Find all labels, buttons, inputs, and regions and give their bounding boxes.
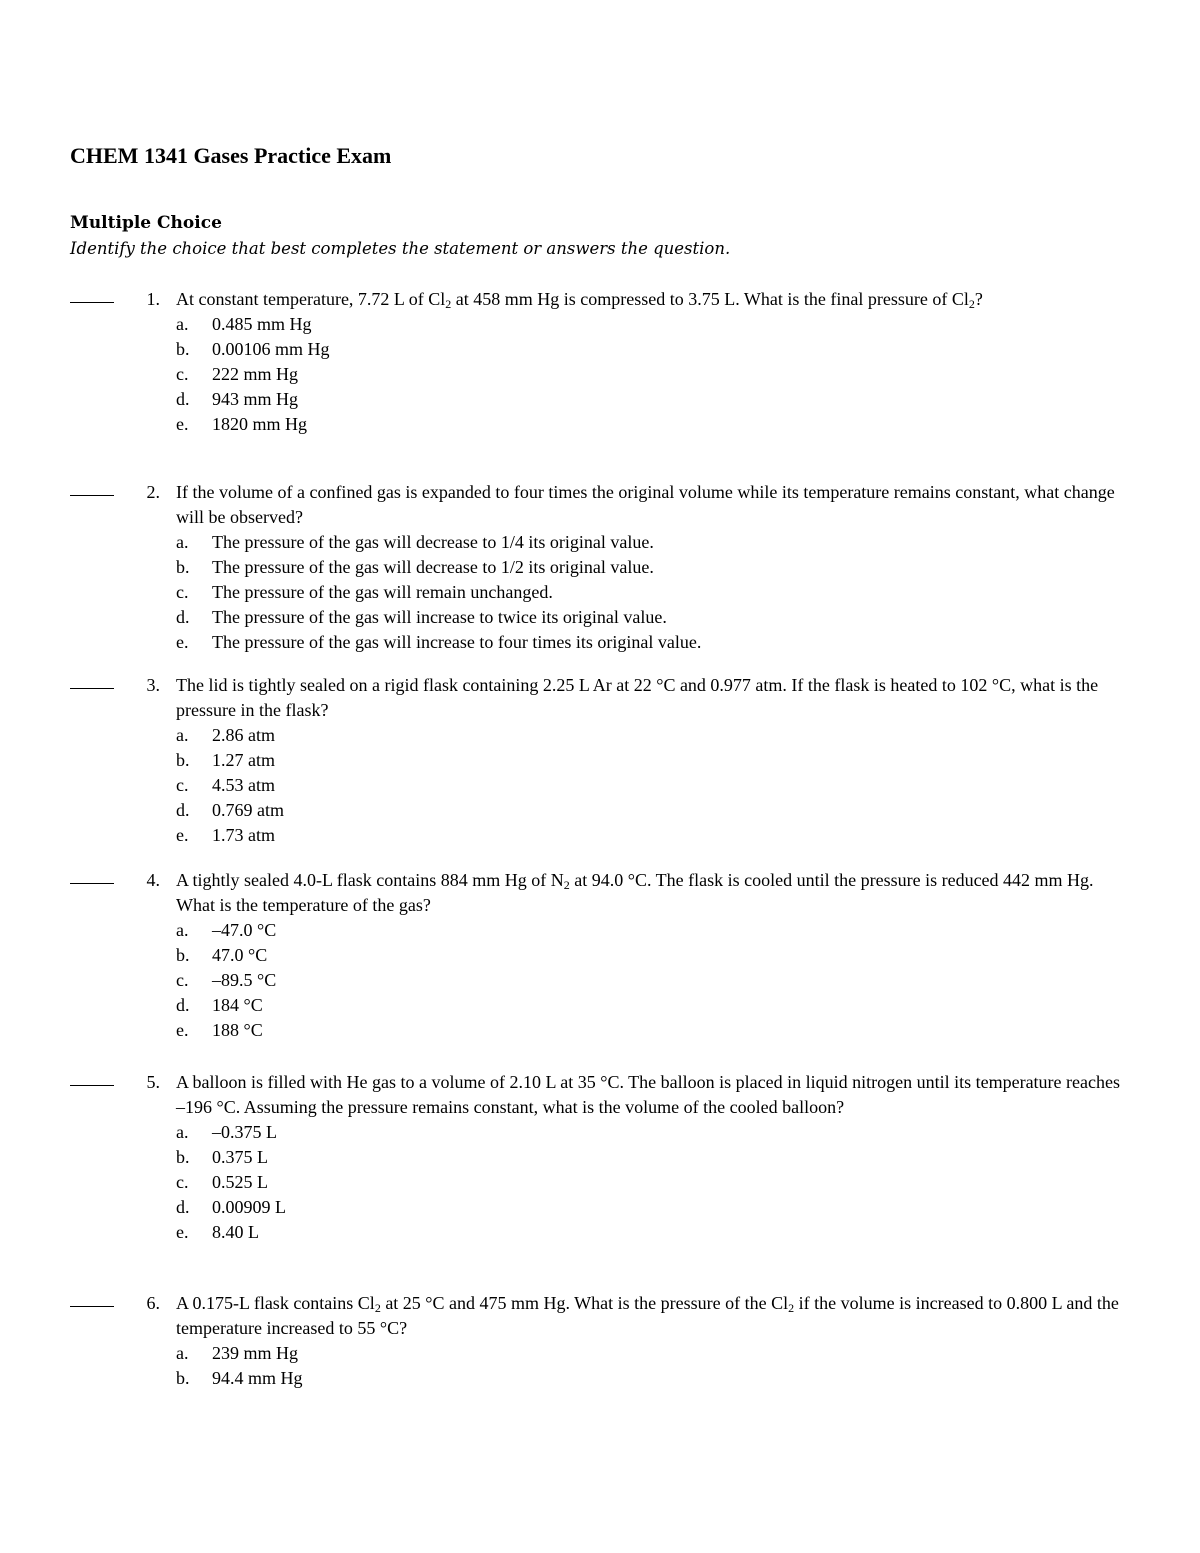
choice-text: The pressure of the gas will decrease to 1/4 its original value.: [212, 532, 654, 552]
answer-choice: [176, 530, 1200, 555]
choice-text: 94.4 mm Hg: [212, 1368, 303, 1388]
answer-choice: [176, 798, 1200, 823]
question-number: 3.: [146, 675, 160, 695]
answer-choice: [176, 1170, 1200, 1195]
question-stem: At constant temperature, 7.72 L of $Cl_2$ at 458 mm Hg is compressed to 3.75 L. What is the final pressure of $Cl_2$?: [176, 289, 983, 311]
choice-letter: b.: [176, 1368, 190, 1388]
choice-text: 0.00909 L: [212, 1197, 286, 1217]
answer-choice: [176, 1366, 1200, 1391]
choice-text: 1820 mm Hg: [212, 414, 308, 434]
choice-letter: c.: [176, 970, 189, 990]
section-title: Multiple Choice: [70, 213, 222, 233]
answer-choice: [176, 555, 1200, 580]
answer-choice: [176, 362, 1200, 387]
answer-choice: [176, 580, 1200, 605]
choice-text: 943 mm Hg: [212, 389, 299, 409]
choice-text: 0.525 L: [212, 1172, 268, 1192]
answer-choice: [176, 968, 1200, 993]
choice-letter: d.: [176, 607, 190, 627]
answer-choice: [176, 993, 1200, 1018]
question-stem: A 0.175-L flask contains $Cl_2$ at 25 °C and 475 mm Hg. What is the pressure of the $Cl_2$ if the volume is increased to 0.800 L and the temperature increased to 55 °C?: [176, 1293, 1119, 1338]
answer-choice: [176, 823, 1200, 848]
choice-text: 8.40 L: [212, 1222, 259, 1242]
choice-letter: e.: [176, 414, 189, 434]
choice-text: 0.00106 mm Hg: [212, 339, 330, 359]
answer-choice: [176, 1145, 1200, 1170]
choice-letter: a.: [176, 314, 189, 334]
answer-choice: [176, 630, 1200, 655]
question-stem: If the volume of a confined gas is expanded to four times the original volume while its temperature remains constant, what change will be observed?: [176, 482, 1115, 527]
question-5: [0, 1070, 1200, 1245]
choice-letter: c.: [176, 364, 189, 384]
question-1: [0, 287, 1200, 437]
choice-text: The pressure of the gas will increase to twice its original value.: [212, 607, 667, 627]
choice-text: The pressure of the gas will remain unchanged.: [212, 582, 553, 602]
answer-choice: [176, 1120, 1200, 1145]
choice-letter: d.: [176, 389, 190, 409]
answer-choice: [176, 748, 1200, 773]
choice-letter: c.: [176, 582, 189, 602]
question-4: [0, 868, 1200, 1043]
choice-letter: b.: [176, 557, 190, 577]
choice-text: 188 °C: [212, 1020, 263, 1040]
choice-text: 0.485 mm Hg: [212, 314, 312, 334]
choice-text: 184 °C: [212, 995, 263, 1015]
choice-letter: a.: [176, 920, 189, 940]
choice-letter: b.: [176, 945, 190, 965]
choice-letter: a.: [176, 1343, 189, 1363]
answer-choice: [176, 312, 1200, 337]
question-2: [0, 480, 1200, 655]
choice-text: –47.0 °C: [212, 920, 277, 940]
choice-text: 4.53 atm: [212, 775, 275, 795]
question-number: 4.: [146, 870, 160, 890]
question-stem: A tightly sealed 4.0-L flask contains 884 mm Hg of $N_2$ at 94.0 °C. The flask is cooled until the pressure is reduced 442 mm Hg. What is the temperature of the gas?: [176, 870, 1094, 915]
choice-text: The pressure of the gas will decrease to 1/2 its original value.: [212, 557, 654, 577]
answer-choice: [176, 387, 1200, 412]
choice-text: 1.73 atm: [212, 825, 275, 845]
choice-letter: c.: [176, 775, 189, 795]
answer-choice: [176, 1220, 1200, 1245]
choice-text: 0.769 atm: [212, 800, 284, 820]
question-6: [0, 1291, 1200, 1391]
choice-text: 222 mm Hg: [212, 364, 299, 384]
question-number: 1.: [146, 289, 160, 309]
answer-choice: [176, 337, 1200, 362]
answer-choice: [176, 412, 1200, 437]
choice-text: 47.0 °C: [212, 945, 268, 965]
answer-choice: [176, 918, 1200, 943]
choice-letter: d.: [176, 995, 190, 1015]
choice-letter: e.: [176, 825, 189, 845]
question-number: 6.: [146, 1293, 160, 1313]
answer-choice: [176, 773, 1200, 798]
answer-choice: [176, 723, 1200, 748]
choice-text: The pressure of the gas will increase to four times its original value.: [212, 632, 702, 652]
choice-letter: e.: [176, 632, 189, 652]
choice-letter: b.: [176, 750, 190, 770]
choice-letter: b.: [176, 1147, 190, 1167]
choice-letter: b.: [176, 339, 190, 359]
choice-letter: a.: [176, 1122, 189, 1142]
choice-letter: c.: [176, 1172, 189, 1192]
answer-choice: [176, 1018, 1200, 1043]
answer-choice: [176, 943, 1200, 968]
choice-text: 0.375 L: [212, 1147, 268, 1167]
choice-letter: a.: [176, 725, 189, 745]
question-3: [0, 673, 1200, 848]
choice-text: 2.86 atm: [212, 725, 275, 745]
instructions: Identify the choice that best completes the statement or answers the question.: [70, 239, 731, 258]
choice-letter: e.: [176, 1020, 189, 1040]
choice-letter: d.: [176, 1197, 190, 1217]
choice-text: 1.27 atm: [212, 750, 275, 770]
choice-text: 239 mm Hg: [212, 1343, 299, 1363]
question-number: 5.: [146, 1072, 160, 1092]
choice-letter: d.: [176, 800, 190, 820]
question-stem: The lid is tightly sealed on a rigid flask containing 2.25 L Ar at 22 °C and 0.977 atm. If the flask is heated to 102 °C, what is the pressure in the flask?: [176, 675, 1099, 720]
choice-letter: a.: [176, 532, 189, 552]
answer-choice: [176, 1341, 1200, 1366]
question-number: 2.: [146, 482, 160, 502]
answer-choice: [176, 1195, 1200, 1220]
choice-text: –89.5 °C: [212, 970, 277, 990]
answer-choice: [176, 605, 1200, 630]
page-title: CHEM 1341 Gases Practice Exam: [70, 143, 392, 168]
choice-text: –0.375 L: [212, 1122, 277, 1142]
question-stem: A balloon is filled with He gas to a volume of 2.10 L at 35 °C. The balloon is placed in liquid nitrogen until its temperature reaches –196 °C. Assuming the pressure remains constant, what is the volume of the cooled balloon?: [176, 1072, 1120, 1117]
choice-letter: e.: [176, 1222, 189, 1242]
